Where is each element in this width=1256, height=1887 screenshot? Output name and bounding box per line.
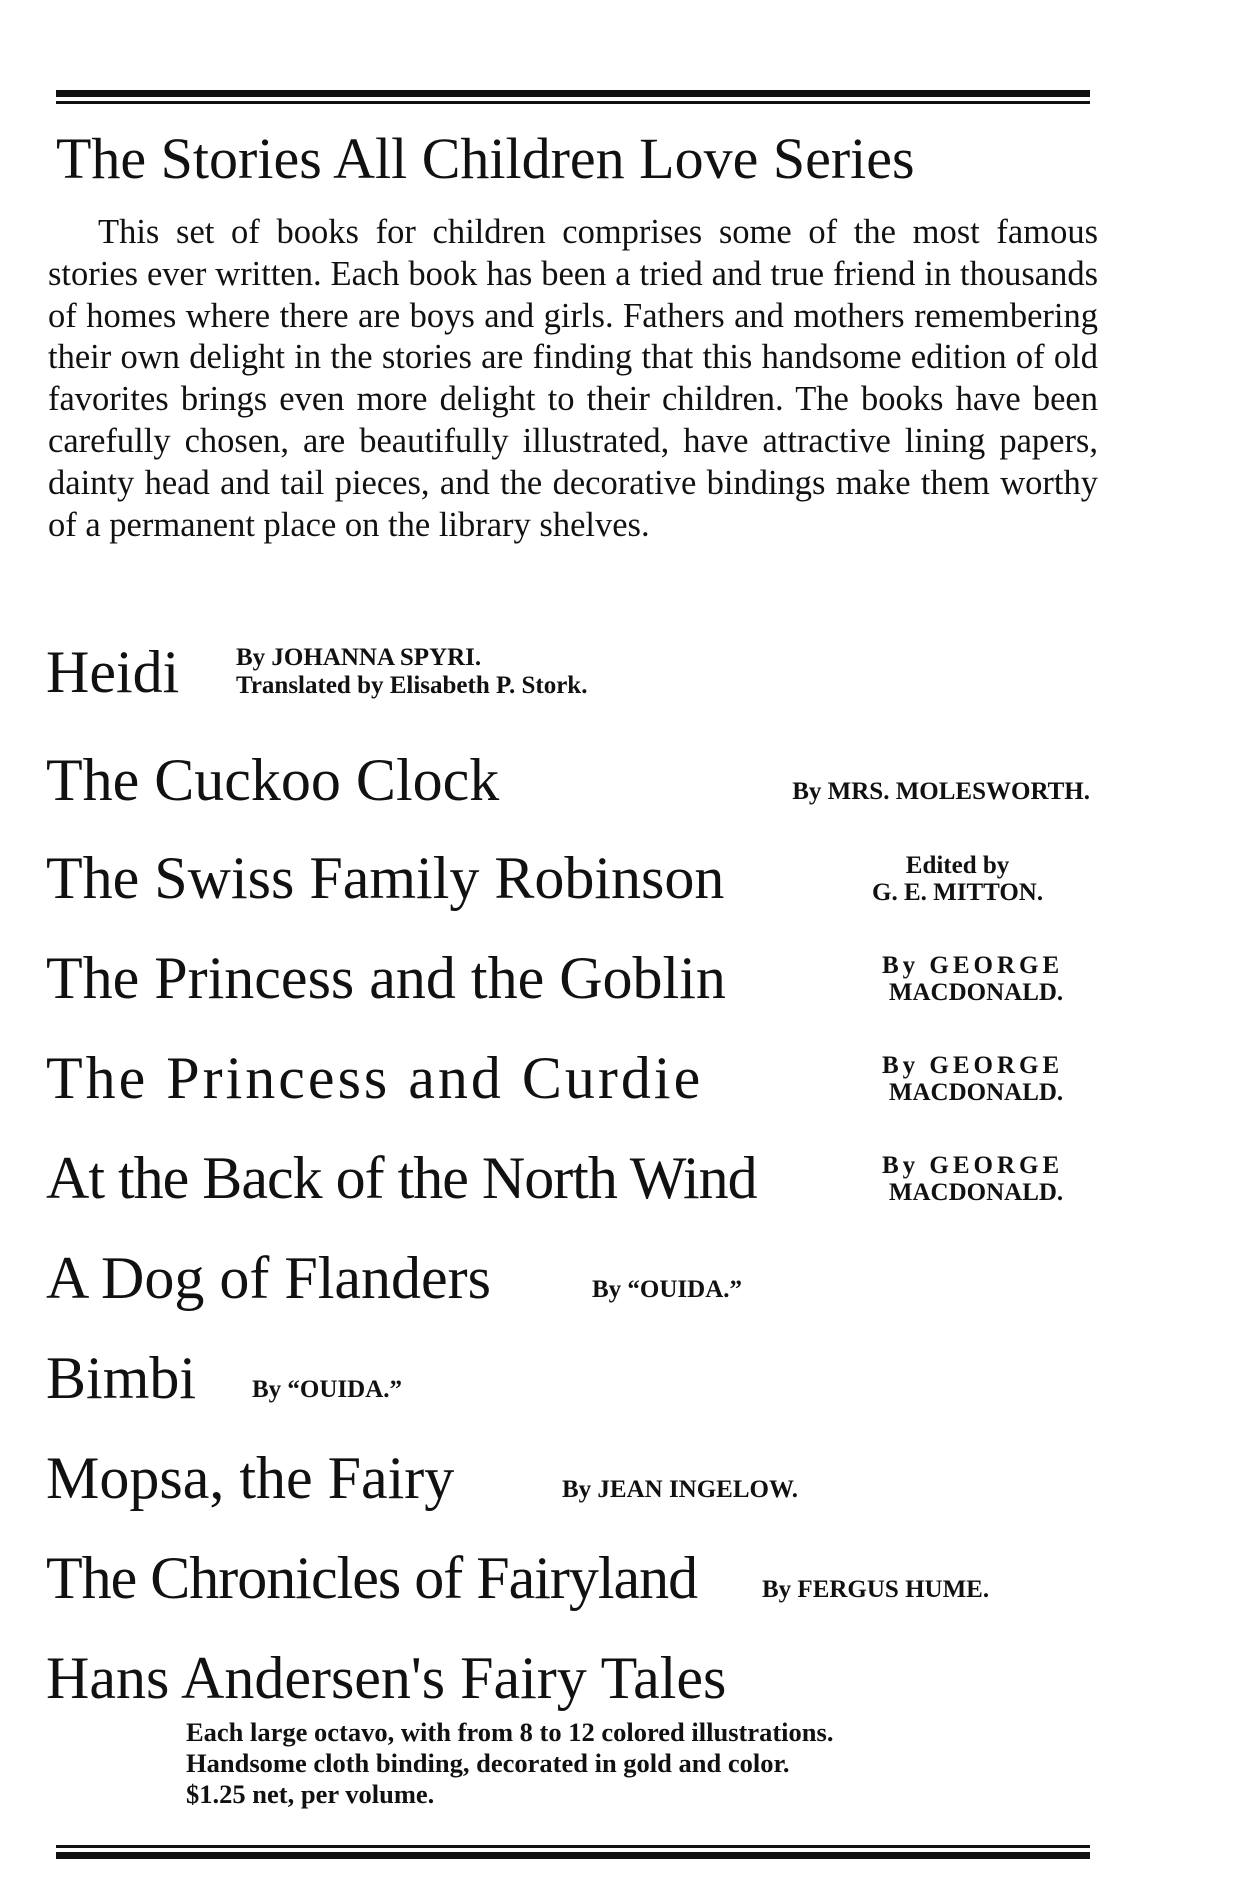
book-title: The Swiss Family Robinson [46, 845, 725, 911]
book-title: Bimbi [46, 1345, 197, 1411]
description-paragraph: This set of books for children comprises some of the most famous stories ever written. Each book has been a tried and true friend in thousands of homes where there are boys and girls. Fathers and mothers remembering their own delight in the stories are finding that this handsome edition of old favorites brings even more delight to their children. The books have been carefully chosen, are beautifully illustrated, have attractive lining papers, dainty head and tail pieces, and the decorative bindings make them worthy of a permanent place on the library shelves. [48, 213, 1098, 544]
author-line: Translated by Elisabeth P. Stork. [236, 672, 588, 699]
book-author [872, 852, 1043, 906]
series-description [48, 212, 1098, 546]
book-title: Mopsa, the Fairy [46, 1445, 455, 1511]
author-line: MACDONALD. [888, 1179, 1064, 1206]
series-title: The Stories All Children Love Series [56, 126, 915, 191]
book-title: At the Back of the North Wind [46, 1145, 757, 1211]
book-author: By JEAN INGELOW. [562, 1476, 798, 1503]
author-line: G. E. MITTON. [872, 879, 1044, 906]
book-author [882, 1152, 1063, 1206]
author-line: Edited by [905, 852, 1010, 879]
book-title: Hans Andersen's Fairy Tales [46, 1645, 727, 1711]
book-author: By “OUIDA.” [252, 1376, 403, 1403]
author-line: MACDONALD. [888, 979, 1064, 1006]
book-title: The Princess and the Goblin [46, 945, 726, 1011]
book-author [236, 644, 587, 700]
book-author: By MRS. MOLESWORTH. [792, 778, 1090, 805]
price-line: $1.25 net, per volume. [186, 1779, 435, 1809]
book-author: By “OUIDA.” [592, 1276, 743, 1303]
author-line: By JOHANNA SPYRI. [236, 644, 482, 671]
book-title: The Cuckoo Clock [46, 747, 500, 813]
book-title: A Dog of Flanders [46, 1245, 491, 1311]
edition-line: Handsome cloth binding, decorated in gold and color. [186, 1748, 790, 1778]
book-title: Heidi [46, 639, 180, 705]
edition-details [186, 1717, 1090, 1810]
author-line: By GEORGE [882, 1052, 1064, 1079]
book-author [882, 1052, 1063, 1106]
top-double-rule [56, 90, 1090, 104]
book-author [882, 952, 1063, 1006]
bottom-double-rule [56, 1845, 1090, 1859]
book-title: The Chronicles of Fairyland [46, 1545, 698, 1611]
author-line: MACDONALD. [888, 1079, 1064, 1106]
author-line: By GEORGE [882, 1152, 1064, 1179]
book-author: By FERGUS HUME. [762, 1576, 990, 1603]
author-line: By GEORGE [882, 952, 1064, 979]
edition-line: Each large octavo, with from 8 to 12 colored illustrations. [186, 1717, 834, 1747]
book-title: The Princess and Curdie [46, 1045, 704, 1111]
